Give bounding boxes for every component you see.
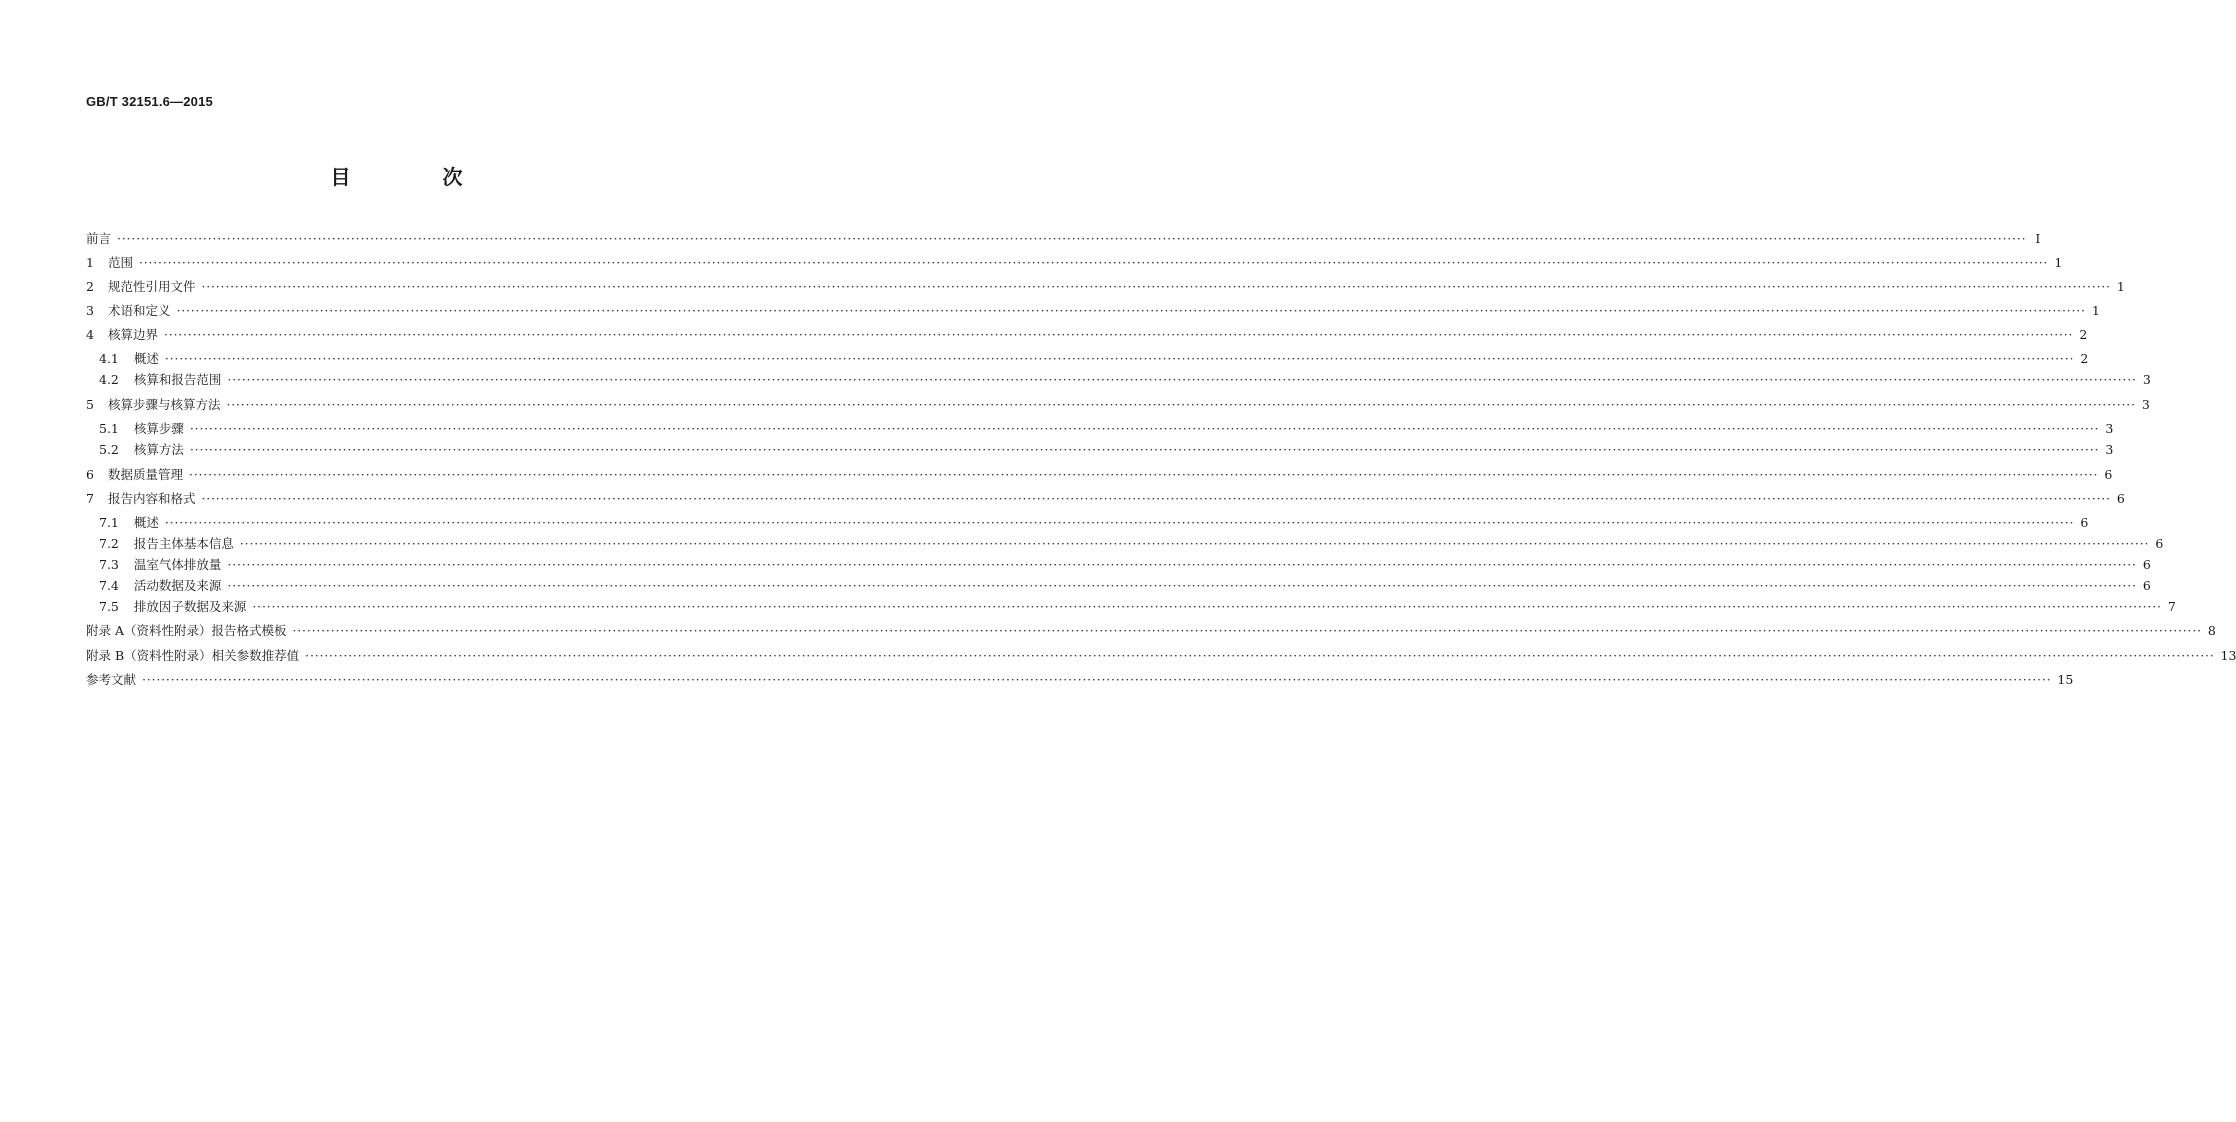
toc-dot-leader: ················································································································································································································································································································································································································ [117, 230, 2027, 246]
toc-entry-number: 7 [86, 490, 94, 506]
toc-entry-page: 6 [2116, 490, 2125, 506]
toc-entry-label: 温室气体排放量 [133, 557, 222, 572]
toc-dot-leader: ················································································································································································································································································································································································································ [201, 490, 2111, 506]
toc-entry [99, 348, 2089, 368]
toc-entry-page: 6 [2142, 577, 2151, 593]
toc-entry-page: Ⅰ [2035, 230, 2041, 246]
toc-entry-page: 1 [2091, 302, 2100, 318]
toc-dot-leader: ················································································································································································································································································································································································································ [252, 598, 2162, 614]
toc-entry [99, 439, 2114, 459]
toc-entry-number: 7.2 [99, 535, 119, 551]
toc-entry-page: 3 [2141, 396, 2150, 412]
toc-entry-label: 报告内容和格式 [107, 491, 196, 506]
toc-entry-number: 5.1 [99, 420, 119, 436]
toc-dot-leader: ················································································································································································································································································································································································································ [305, 647, 2215, 663]
toc-entry [99, 575, 2151, 595]
toc-entry [86, 252, 2063, 272]
toc-entry-page: 6 [2080, 514, 2089, 530]
toc-entry-number: 7.4 [99, 577, 119, 593]
toc-entry [86, 620, 2216, 640]
toc-entry [86, 228, 2041, 248]
toc-entry [99, 418, 2114, 438]
toc-entry-page: 1 [2054, 254, 2063, 270]
document-code: GB/T 32151.6—2015 [86, 94, 213, 109]
toc-entry-label: 附录 A（资料性附录）报告格式模板 [86, 623, 287, 638]
toc-entry [86, 324, 2088, 344]
toc-dot-leader: ················································································································································································································································································································································································································ [227, 577, 2137, 593]
toc-dot-leader: ················································································································································································································································································································································································································ [189, 441, 2100, 457]
toc-entry [86, 276, 2125, 296]
toc-dot-leader: ················································································································································································································································································································································································································ [142, 671, 2052, 687]
toc-entry [86, 645, 2236, 665]
toc-dot-leader: ················································································································································································································································································································································································································ [227, 371, 2137, 387]
toc-dot-leader: ················································································································································································································································································································································································································ [188, 466, 2099, 482]
toc-dot-leader: ················································································································································································································································································································································································································ [176, 302, 2086, 318]
toc-entry-number: 4 [86, 326, 94, 342]
toc-entry-label: 核算步骤 [133, 421, 184, 436]
toc-entry [86, 300, 2100, 320]
toc-entry-number: 4.2 [99, 371, 119, 387]
toc-entry [86, 464, 2113, 484]
toc-entry-page: 3 [2142, 371, 2151, 387]
toc-entry-label: 活动数据及来源 [133, 578, 222, 593]
toc-entry-label: 附录 B（资料性附录）相关参数推荐值 [86, 648, 300, 663]
toc-entry-number: 5 [86, 396, 94, 412]
toc-entry [86, 488, 2125, 508]
toc-entry-number: 3 [86, 302, 94, 318]
toc-entry-page: 15 [2057, 671, 2074, 687]
toc-dot-leader: ················································································································································································································································································································································································································ [164, 350, 2075, 366]
toc-dot-leader: ················································································································································································································································································································································································································ [227, 556, 2137, 572]
toc-entry-number: 7.1 [99, 514, 119, 530]
toc-entry-page: 6 [2142, 556, 2151, 572]
toc-entry-page: 2 [2079, 326, 2088, 342]
toc-dot-leader: ················································································································································································································································································································································································································ [138, 254, 2049, 270]
toc-entry-page: 3 [2105, 420, 2114, 436]
toc-entry-number: 2 [86, 278, 94, 294]
toc-entry-label: 概述 [133, 351, 159, 366]
toc-entry-page: 1 [2116, 278, 2125, 294]
toc-entry-label: 核算和报告范围 [133, 372, 222, 387]
toc-entry-label: 核算步骤与核算方法 [107, 397, 221, 412]
toc-dot-leader: ················································································································································································································································································································································································································ [292, 622, 2202, 638]
toc-dot-leader: ················································································································································································································································································································································································································ [163, 326, 2074, 342]
toc-entry-page: 7 [2167, 598, 2176, 614]
toc-dot-leader: ················································································································································································································································································································································································································ [189, 420, 2100, 436]
toc-dot-leader: ················································································································································································································································································································································································································ [164, 514, 2075, 530]
toc-entry-label: 排放因子数据及来源 [133, 599, 247, 614]
toc-entry [99, 533, 2164, 553]
toc-entry-label: 范围 [107, 255, 133, 270]
toc-entry-label: 术语和定义 [107, 303, 171, 318]
toc-entry-number: 1 [86, 254, 94, 270]
toc-dot-leader: ················································································································································································································································································································································································································ [226, 396, 2136, 412]
toc-entry [99, 369, 2151, 389]
toc-entry-page: 8 [2207, 622, 2216, 638]
toc-dot-leader: ················································································································································································································································································································································································································ [201, 278, 2111, 294]
page-title: 目 次 [330, 165, 499, 189]
toc-entry-label: 报告主体基本信息 [133, 536, 234, 551]
toc-entry-page: 2 [2080, 350, 2089, 366]
toc-entry-label: 规范性引用文件 [107, 279, 196, 294]
toc-entry-page: 6 [2155, 535, 2164, 551]
toc-entry-label: 数据质量管理 [107, 467, 183, 482]
toc-dot-leader: ················································································································································································································································································································································································································ [239, 535, 2150, 551]
toc-entry-number: 7.5 [99, 598, 119, 614]
toc-entry-number: 6 [86, 466, 94, 482]
toc-entry-label: 参考文献 [86, 672, 137, 687]
toc-entry-page: 6 [2104, 466, 2113, 482]
toc-entry [86, 669, 2074, 689]
toc-entry [99, 554, 2151, 574]
toc-entry-label: 前言 [86, 231, 112, 246]
toc-entry [99, 512, 2089, 532]
toc-entry-number: 7.3 [99, 556, 119, 572]
toc-entry [86, 394, 2150, 414]
toc-entry-page: 13 [2220, 647, 2236, 663]
toc-entry-label: 概述 [133, 515, 159, 530]
toc-entry-number: 4.1 [99, 350, 119, 366]
toc-entry-label: 核算边界 [107, 327, 158, 342]
toc-entry-label: 核算方法 [133, 442, 184, 457]
toc-entry-number: 5.2 [99, 441, 119, 457]
toc-entry [99, 596, 2176, 616]
toc-entry-page: 3 [2105, 441, 2114, 457]
